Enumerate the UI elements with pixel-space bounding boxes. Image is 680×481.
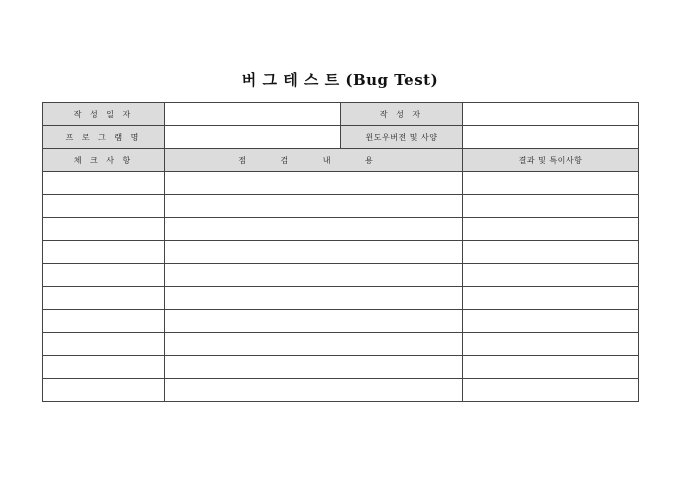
check-item-cell[interactable] [43,310,165,333]
check-item-cell[interactable] [43,241,165,264]
inspection-content-cell[interactable] [165,333,463,356]
label-author: 작 성 자 [341,103,463,126]
inspection-content-cell[interactable] [165,195,463,218]
result-notes-cell[interactable] [463,310,639,333]
inspection-content-cell[interactable] [165,287,463,310]
info-row-date-author [43,103,639,126]
inspection-content-cell[interactable] [165,379,463,402]
inspection-content-cell[interactable] [165,310,463,333]
table-row [43,195,639,218]
inspection-content-cell[interactable] [165,264,463,287]
info-row-program-windows [43,126,639,149]
table-row [43,172,639,195]
column-header-result-notes: 결과 및 특이사항 [463,149,639,172]
result-notes-cell[interactable] [463,379,639,402]
table-row [43,287,639,310]
result-notes-cell[interactable] [463,264,639,287]
result-notes-cell[interactable] [463,241,639,264]
result-notes-cell[interactable] [463,333,639,356]
column-header-check-item: 체 크 사 항 [43,149,165,172]
bug-test-form [42,102,639,402]
check-item-cell[interactable] [43,264,165,287]
column-header-inspection-content: 점 검 내 용 [165,149,463,172]
table-row [43,379,639,402]
result-notes-cell[interactable] [463,356,639,379]
label-windows-version-spec: 윈도우버전 및 사양 [341,126,463,149]
author-value-cell[interactable] [463,103,639,126]
table-row [43,356,639,379]
inspection-content-cell[interactable] [165,356,463,379]
result-notes-cell[interactable] [463,287,639,310]
check-item-cell[interactable] [43,356,165,379]
check-item-cell[interactable] [43,218,165,241]
table-row [43,218,639,241]
result-notes-cell[interactable] [463,172,639,195]
inspection-content-cell[interactable] [165,218,463,241]
table-row [43,264,639,287]
table-row [43,241,639,264]
table-row [43,310,639,333]
table-row [43,333,639,356]
check-item-cell[interactable] [43,333,165,356]
inspection-content-cell[interactable] [165,241,463,264]
result-notes-cell[interactable] [463,218,639,241]
column-header-row [43,149,639,172]
page-title: 버 그 테 스 트 (Bug Test) [241,71,439,89]
check-item-cell[interactable] [43,287,165,310]
program-name-value-cell[interactable] [165,126,341,149]
check-item-cell[interactable] [43,195,165,218]
check-item-cell[interactable] [43,379,165,402]
write-date-value-cell[interactable] [165,103,341,126]
result-notes-cell[interactable] [463,195,639,218]
label-write-date: 작 성 일 자 [43,103,165,126]
windows-version-spec-value-cell[interactable] [463,126,639,149]
inspection-content-cell[interactable] [165,172,463,195]
label-program-name: 프 로 그 램 명 [43,126,165,149]
check-item-cell[interactable] [43,172,165,195]
